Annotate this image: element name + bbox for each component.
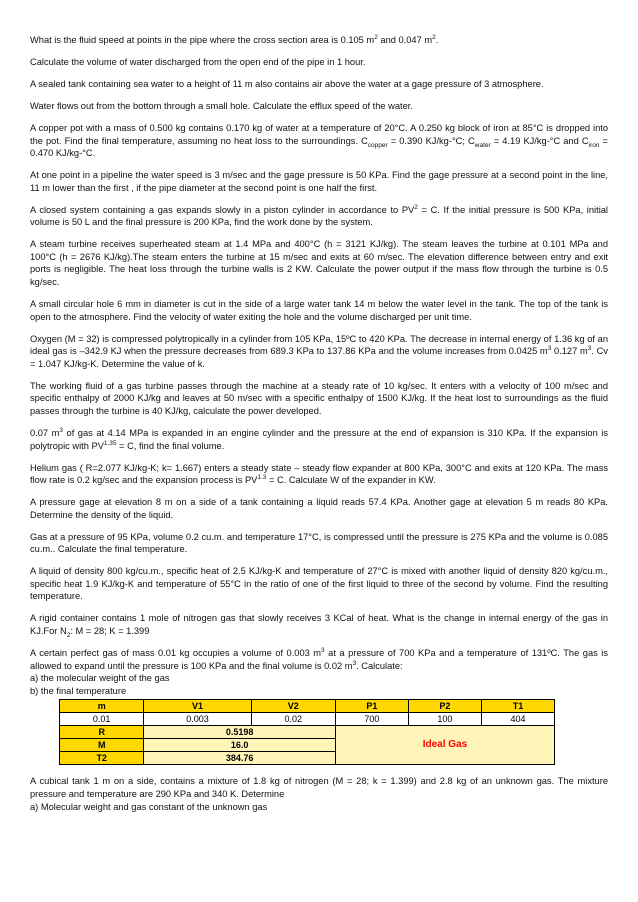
problem-closed-system: A closed system containing a gas expands slowly in a piston cylinder in accordance to $PV^2 = C$. If the initial pressure is 500 KPa, initial volume is 50 L and the final pressure is 200 KPa, find the work done by the system. xyxy=(30,203,608,228)
problem-perfect-gas: A certain perfect gas of mass 0.01 kg occupies a volume of 0.003 $m^3$ at a pressure of 700 KPa and a temperature of 131ºC. The gas is allowed to expand until the pressure is 100 KPa and the final volume is 0.02 $m^3$. Calculate: xyxy=(30,646,608,671)
result-value: 384.76 xyxy=(144,752,336,765)
result-label: T2 xyxy=(60,752,144,765)
table-header-cell: V1 xyxy=(144,700,251,713)
table-cell: 100 xyxy=(408,713,481,726)
document-page xyxy=(30,34,608,813)
table-header-cell: P1 xyxy=(335,700,408,713)
problem-oxygen-polytropic: Oxygen (M = 32) is compressed polytropically in a cylinder from 105 KPa, 15ºC to 420 KPa. The decrease in internal energy of 1.36 kg of an ideal gas is –342.9 KJ when the pressure decreases from 689.3 KPa to 137.86 KPa and the volume increases from 0.0425 $m^3$ 0.127 $m^3$. Cv = 1.047 KJ/kg-K. Determine the value of k. xyxy=(30,333,609,369)
problem-pipeline-pressure: At one point in a pipeline the water speed is 3 m/sec and the gage pressure is 50 KPa. Find the gage pressure at a second point in the line, 11 m lower than the first , if the pipe diameter at the second point is one half the first. xyxy=(30,170,608,193)
table-cell: 0.003 xyxy=(144,713,251,726)
problem-gas-compression: Gas at a pressure of 95 KPa, volume 0.2 cu.m. and temperature 17°C, is compressed until the pressure is 275 KPa and the volume is 0.085 cu.m.. Calculate the final temperature. xyxy=(30,531,608,555)
table-header-row xyxy=(60,700,555,713)
table-cell: 700 xyxy=(335,713,408,726)
problem-fluid-speed: What is the fluid speed at points in the pipe where the cross section area is 0.105 $m^2$ and 0.047 $m^2$. xyxy=(30,33,439,45)
table-row xyxy=(60,726,555,739)
ideal-gas-label: Ideal Gas xyxy=(335,726,554,765)
problem-rigid-container: A rigid container contains 1 mole of nitrogen gas that slowly receives 3 KCal of heat. What is the change in internal energy of the gas in KJ.For $N_2$: M = 28; K = 1.399 xyxy=(30,613,608,639)
table-header-cell: V2 xyxy=(251,700,335,713)
problem-engine-cylinder: 0.07 $m^3$ of gas at 4.14 MPa is expanded in an engine cylinder and the pressure at the end of expansion is 310 KPa. If the expansion is polytropic with $PV^{1.35} = C$, find the final volume. xyxy=(30,426,608,451)
table-cell: 404 xyxy=(481,713,554,726)
problem-part-a: a) Molecular weight and gas constant of the unknown gas xyxy=(30,801,268,812)
problem-circular-hole: A small circular hole 6 mm in diameter is cut in the side of a large water tank 14 m below the water level in the tank. The top of the tank is open to the atmosphere. Find the velocity of water exiting the hole and the volume discharged per unit time. xyxy=(30,299,608,322)
problem-part-a: a) the molecular weight of the gas xyxy=(30,673,170,684)
problem-efflux-speed: Water flows out from the bottom through a small hole. Calculate the efflux speed of the water. xyxy=(30,100,413,111)
result-label: R xyxy=(60,726,144,739)
result-value: 0.5198 xyxy=(144,726,336,739)
table-header-cell: P2 xyxy=(408,700,481,713)
problem-copper-pot: A copper pot with a mass of 0.500 kg contains 0.170 kg of water at a temperature of 20°C. A 0.250 kg block of iron at 85°C is dropped into the pot. Find the final temperature, assuming no heat loss to the surroundings. $C_{copper} = 0.390$ KJ/kg-°C; $C_{water} = 4.19$ KJ/kg-°C and $C_{iron} = 0.470$ KJ/kg-°C. xyxy=(30,122,608,159)
problem-helium-expander: Helium gas ( R=2.077 KJ/kg-K; k= 1.667) enters a steady state – steady flow expander at 800 KPa, 300°C and exits at 120 KPa. The mass flow rate is 0.2 kg/sec and the expansion process is $PV^{1.3} = C$. Calculate W of the expander in KW. xyxy=(30,462,608,486)
table-header-cell: m xyxy=(60,700,144,713)
problem-liquid-mixing: A liquid of density 800 kg/cu.m., specific heat of 2.5 KJ/kg-K and temperature of 27°C is mixed with another liquid of density 820 kg/cu.m., specific heat 1.9 KJ/kg-K and temperature of 55°C in the ratio of one of the first liquid to three of the second by volume. Find the resulting temperature. xyxy=(30,566,608,602)
table-cell: 0.02 xyxy=(251,713,335,726)
problem-sealed-tank: A sealed tank containing sea water to a height of 11 m also contains air above the water at a gage pressure of 3 atmosphere. xyxy=(30,78,544,89)
table-header-cell: T1 xyxy=(481,700,554,713)
problem-part-b: b) the final temperature xyxy=(30,685,127,696)
result-label: M xyxy=(60,739,144,752)
results-table xyxy=(59,699,555,765)
result-value: 16.0 xyxy=(144,739,336,752)
problem-pressure-gage: A pressure gage at elevation 8 m on a side of a tank containing a liquid reads 57.4 KPa. Another gage at elevation 5 m reads 80 KPa. Determine the density of the liquid. xyxy=(30,497,608,520)
table-row xyxy=(60,713,555,726)
table-cell: 0.01 xyxy=(60,713,144,726)
problem-volume-discharged: Calculate the volume of water discharged from the open end of the pipe in 1 hour. xyxy=(30,56,366,67)
problem-cubical-tank: A cubical tank 1 m on a side, contains a mixture of 1.8 kg of nitrogen (M = 28; k = 1.399) and 2.8 kg of an unknown gas. The mixture pressure and temperature are 290 KPa and 340 K. Determine xyxy=(30,776,608,799)
problem-gas-turbine: The working fluid of a gas turbine passes through the machine at a steady rate of 10 kg/sec. It enters with a velocity of 100 m/sec and specific enthalpy of 2000 KJ/kg and leaves at 50 m/sec with a specific enthalpy of 1500 KJ/kg. If the heat lost to surroundings as the fluid passes through the turbine is 40 KJ/kg, calculate the power developed. xyxy=(30,380,608,416)
problem-steam-turbine: A steam turbine receives superheated steam at 1.4 MPa and 400°C (h = 3121 KJ/kg). The steam leaves the turbine at 0.101 MPa and 100°C (h = 2676 KJ/kg).The steam enters the turbine at 15 m/sec and exits at 60 m/sec. The elevation difference between entry and exit ports is negligible. The heat loss through the turbine walls is 2 KW. Calculate the power output if the mass flow through the turbine is 0.5 kg/sec. xyxy=(30,239,608,288)
